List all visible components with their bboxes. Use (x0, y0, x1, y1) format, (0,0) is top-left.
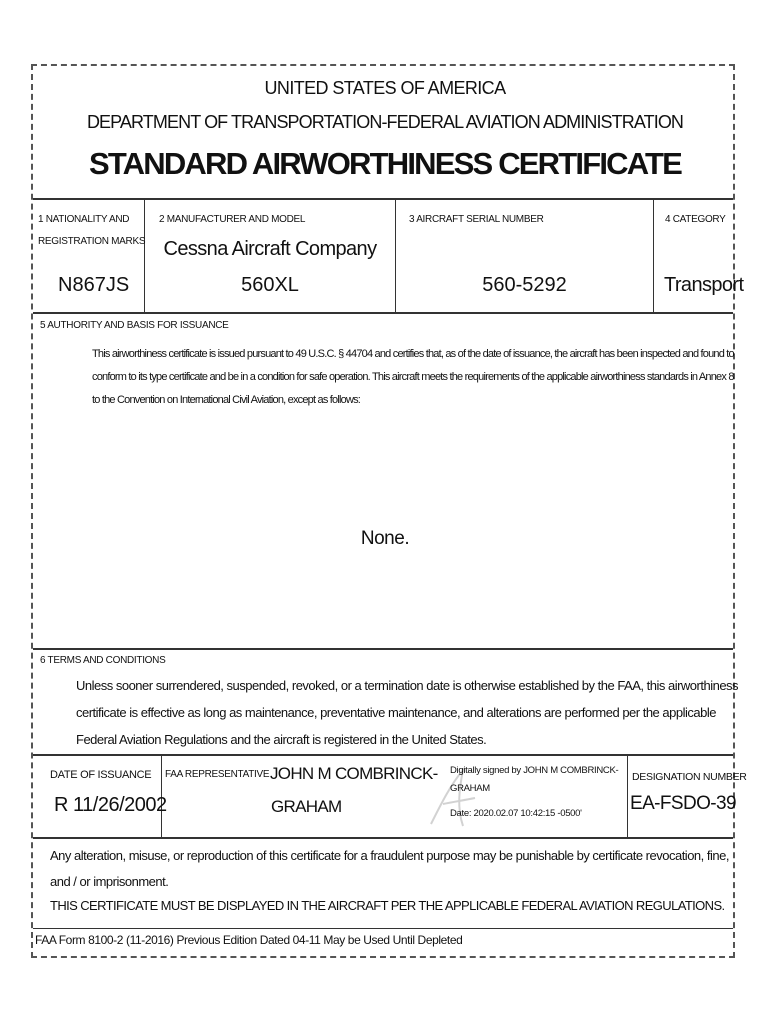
registration-mark: N867JS (58, 274, 130, 296)
divider-issuance (33, 837, 733, 839)
box1-label-line2: REGISTRATION MARKS (38, 236, 146, 247)
divider-footer (33, 928, 733, 929)
box4-label: 4 CATEGORY (665, 214, 726, 225)
divider-box3 (653, 199, 654, 312)
box2-label: 2 MANUFACTURER AND MODEL (159, 214, 306, 225)
signature-line2: GRAHAM (450, 783, 490, 794)
form-number: FAA Form 8100-2 (11-2016) Previous Edition Dated 04-11 May be Used Until Depleted (35, 933, 463, 947)
rep-label: FAA REPRESENTATIVE (165, 769, 270, 780)
box1-label-line1: 1 NATIONALITY AND (38, 214, 130, 225)
divider-rep (627, 755, 628, 837)
date-of-issuance: R 11/26/2002 (54, 794, 167, 816)
authority-text-line1: This airworthiness certificate is issued pursuant to 49 U.S.C. § 44704 and certifies that, as of the date of issuance, the aircraft has been inspected and found to (92, 348, 734, 360)
box5-label: 5 AUTHORITY AND BASIS FOR ISSUANCE (40, 320, 229, 331)
designation-label: DESIGNATION NUMBER (632, 771, 747, 783)
signature-line1: Digitally signed by JOHN M COMBRINCK- (450, 765, 619, 776)
serial-number: 560-5292 (482, 274, 567, 296)
divider-box6 (33, 754, 733, 756)
divider-header (33, 198, 733, 200)
display-notice: THIS CERTIFICATE MUST BE DISPLAYED IN THE AIRCRAFT PER THE APPLICABLE FEDERAL AVIATION REGULATIONS. (50, 898, 725, 913)
rep-name-line2: GRAHAM (271, 797, 342, 816)
date-label: DATE OF ISSUANCE (50, 769, 152, 781)
authority-text-line2: conform to its type certificate and be in a condition for safe operation. This aircraft meets the requirements of the applicable airworthiness standards in Annex 8 (92, 371, 734, 383)
divider-row1 (33, 312, 733, 314)
designation-number: EA-FSDO-39 (630, 793, 736, 814)
authority-text-line3: to the Convention on International Civil Aviation, except as follows: (92, 394, 361, 406)
warning-line1: Any alteration, misuse, or reproduction of this certificate for a fraudulent purpose may be punishable by certificate revocation, fine, (50, 848, 729, 863)
box3-label: 3 AIRCRAFT SERIAL NUMBER (409, 214, 544, 225)
certificate-title: STANDARD AIRWORTHINESS CERTIFICATE (88, 146, 682, 181)
category: Transport (664, 274, 744, 296)
terms-text-line2: certificate is effective as long as maintenance, preventative maintenance, and alterations are performed per the applicable (76, 705, 716, 720)
model: 560XL (241, 274, 299, 296)
terms-text-line3: Federal Aviation Regulations and the aircraft is registered in the United States. (76, 732, 487, 747)
header-department: DEPARTMENT OF TRANSPORTATION-FEDERAL AVIATION ADMINISTRATION (86, 112, 684, 132)
manufacturer: Cessna Aircraft Company (163, 238, 377, 260)
warning-line2: and / or imprisonment. (50, 874, 169, 889)
terms-text-line1: Unless sooner surrendered, suspended, revoked, or a termination date is otherwise established by the FAA, this airworthiness (76, 678, 739, 693)
header-country: UNITED STATES OF AMERICA (264, 78, 506, 98)
airworthiness-certificate (31, 64, 747, 958)
divider-box5 (33, 648, 733, 650)
exceptions: None. (360, 528, 410, 549)
rep-name-line1: JOHN M COMBRINCK- (270, 764, 438, 783)
signature-date: Date: 2020.02.07 10:42:15 -0500' (450, 808, 582, 819)
box6-label: 6 TERMS AND CONDITIONS (40, 655, 166, 666)
